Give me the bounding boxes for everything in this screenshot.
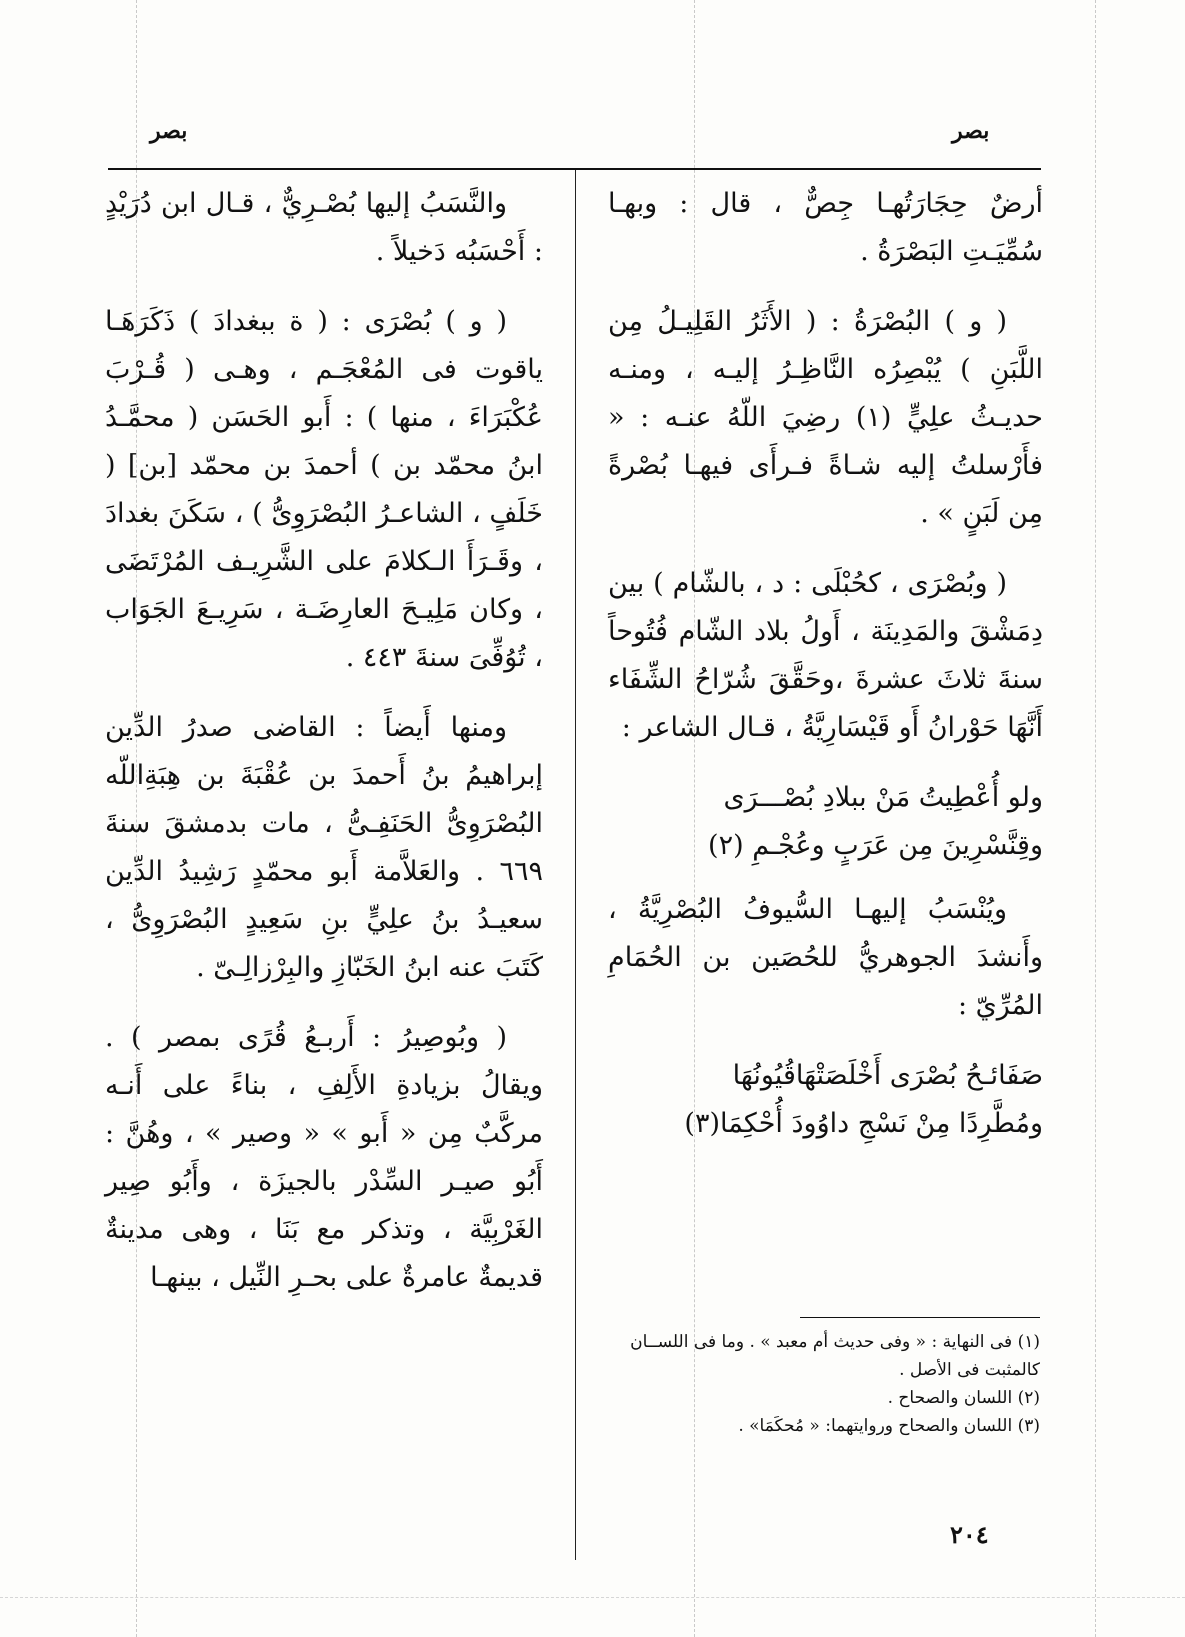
running-head-right: بصر — [952, 118, 990, 144]
paragraph: ( و ) البُصْرَةُ : ( الأَثَرُ القَلِيـلُ مِن اللَّبَنِ ) يُبْصِرُه النَّاظِـرُ إليـه ، ومنـه حديـثُ علِيٍّ (١) رضِيَ اللّهُ عنـه : « فأَرْسلتُ إليه شـاةً فـرأَى فيهـا بُصْرةً مِن لَبَنٍ » . — [608, 306, 1043, 529]
paragraph: ويُنْسَبُ إليهـا السُّيوفُ البُصْرِيَّةُ ، وأَنشدَ الجوهريُّ للحُصَين بن الحُمَامِ المُرِّيّ : — [608, 894, 1043, 1021]
paragraph: أرضٌ حِجَارَتُهـا جِصٌّ ، قال : وبهـا سُمِّيَـتِ البَصْرَةُ . — [608, 188, 1043, 267]
paragraph: ( وبُوصِيرُ : أَربـعُ قُرًى بمصر ) . ويقالُ بزيادةِ الأَلِفِ ، بناءً على أَنـه مركَّبٌ مِن « أَبو » « وصير » ، وهُنَّ : أَبُو صيـر السِّدْر بالجيزَة ، وأَبُو صِير الغَرْبِيَّة ، وتذكر مع بَنَا ، وهى مدينةٌ قديمةٌ عامرةٌ على بحـرِ النِّيل ، بينهـا — [105, 1022, 543, 1293]
footnote: (١) فى النهاية : « وفى حديث أم معبد » . وما فى اللســان كالمثبت فى الأصل . — [630, 1332, 1040, 1380]
verse-line: صَفَائـحُ بُصْرَى أَخْلَصَتْهَاقُيُونُهَا — [732, 1060, 1043, 1091]
running-head-left: بصر — [150, 118, 188, 144]
right-column — [608, 180, 1043, 1164]
scan-guide-line — [0, 1597, 1185, 1598]
footnote: (٣) اللسان والصحاح وروايتهما: « مُحكَمَا» . — [738, 1416, 1040, 1436]
column-divider — [575, 170, 576, 1560]
footnotes — [600, 1328, 1040, 1440]
paragraph: ( و ) بُصْرَى : ( ة ببغدادَ ) ذَكَرَهَـا ياقوت فى المُعْجَـم ، وهـى ( قُـرْبَ عُكْبَرَاءَ ، منها ) : أَبو الحَسَن ( محمَّـدُ ابنُ محمّد بن ) أحمدَ بن محمّد [بن] ( خَلَفٍ ، الشاعـرُ البُصْرَوِىُّ ) ، سَكَنَ بغدادَ ، وقَـرَأَ الـكلامَ على الشَّرِيـف المُرْتَضَى ، وكان مَلِيـحَ العارِضَـة ، سَرِيـعَ الجَوَاب ، تُوُفِّىَ سنةَ ٤٤٣ . — [105, 306, 543, 673]
page-number: ٢٠٤ — [950, 1520, 989, 1549]
verse-line: ومُطَّرِدًا مِنْ نَسْجِ داوُودَ أُحْكِمَا(٣) — [684, 1108, 1043, 1139]
footnote: (٢) اللسان والصحاح . — [887, 1388, 1040, 1408]
footnote-rule — [800, 1317, 1040, 1318]
paragraph: والنَّسَبُ إليها بُصْـرِيٌّ ، قـال ابن دُرَيْدٍ : أَحْسَبُه دَخيلاً . — [105, 188, 543, 267]
paragraph: ( وبُصْرَى ، كحُبْلَى : د ، بالشّام ) بين دِمَشْقَ والمَدِينَة ، أَولُ بلاد الشّام فُتُوحاً سنةَ ثلاثَ عشرةَ ،وحَقَّقَ شُرّاحُ الشِّفَاء أَنَّهَا حَوْرانُ أَو قَيْسَارِيَّةُ ، قـال الشاعر : — [608, 568, 1043, 743]
verse-line: ولو أُعْطِيتُ مَنْ ببلادِ بُصْـــرَى — [723, 782, 1043, 813]
paragraph: ومنها أَيضاً : القاضى صدرُ الدِّين إبراهيمُ بنُ أَحمدَ بن عُقْبَةَ بن هِبَةِاللّه البُصْرَوِىُّ الحَنَفِـىُّ ، مات بدمشقَ سنةَ ٦٦٩ . والعَلاَّمة أَبو محمّدٍ رَشِيدُ الدِّين سعيـدُ بنُ علِيٍّ بنِ سَعِيدٍ البُصْرَوِىُّ ، كَتَبَ عنه ابنُ الخَبّازِ والبِرْزالِـىّ . — [105, 712, 543, 983]
scan-guide-line — [1095, 0, 1096, 1637]
left-column — [105, 180, 543, 1324]
verse-line: وقِنَّسْرِينَ مِن عَرَبٍ وعُجْـمِ (٢) — [708, 830, 1043, 861]
verse — [608, 774, 1043, 870]
verse — [608, 1052, 1043, 1148]
